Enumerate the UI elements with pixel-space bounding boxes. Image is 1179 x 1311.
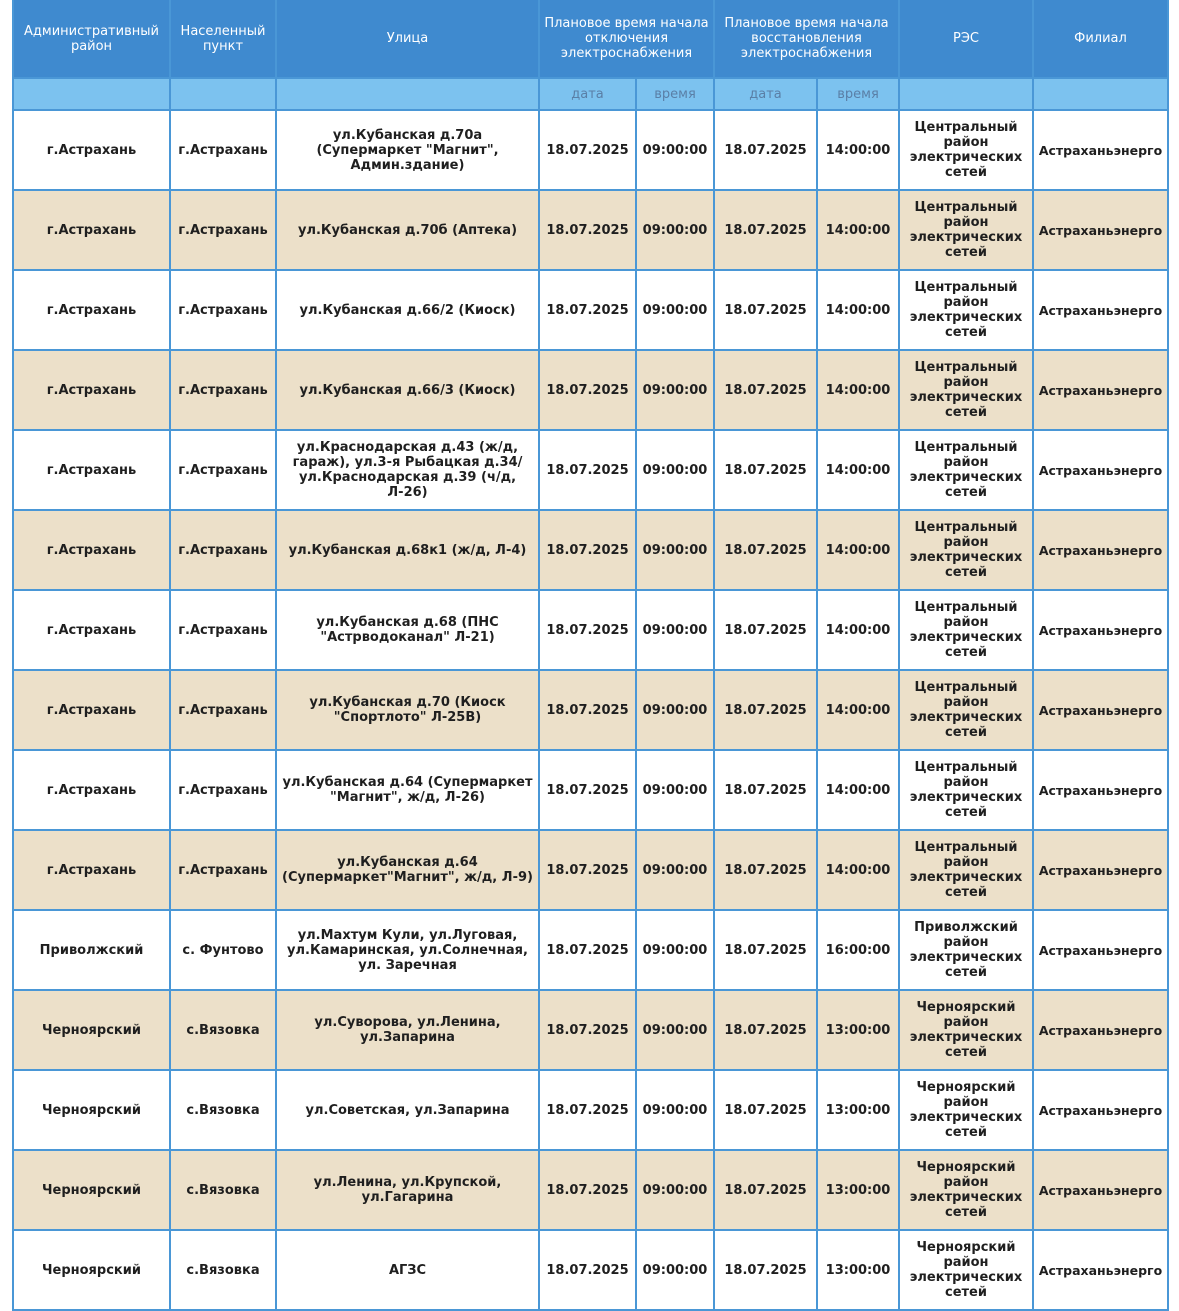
cell-res: Центральный район электрических сетей <box>899 350 1033 430</box>
cell-outage-time: 09:00:00 <box>636 670 714 750</box>
cell-restore-time: 14:00:00 <box>817 190 899 270</box>
table-row <box>13 190 1168 270</box>
cell-settlement: г.Астрахань <box>170 510 276 590</box>
cell-branch: Астраханьэнерго <box>1033 910 1168 990</box>
cell-outage-date: 18.07.2025 <box>539 430 636 510</box>
cell-res: Центральный район электрических сетей <box>899 510 1033 590</box>
cell-branch: Астраханьэнерго <box>1033 670 1168 750</box>
outage-table-container <box>12 0 1167 1311</box>
cell-branch: Астраханьэнерго <box>1033 430 1168 510</box>
table-row <box>13 350 1168 430</box>
cell-district: Черноярский <box>13 1070 170 1150</box>
cell-district: г.Астрахань <box>13 270 170 350</box>
header-res[interactable]: РЭС <box>899 0 1033 78</box>
cell-branch: Астраханьэнерго <box>1033 1150 1168 1230</box>
cell-restore-time: 13:00:00 <box>817 990 899 1070</box>
cell-restore-time: 13:00:00 <box>817 1150 899 1230</box>
cell-settlement: с.Вязовка <box>170 1070 276 1150</box>
cell-district: г.Астрахань <box>13 110 170 190</box>
cell-restore-time: 14:00:00 <box>817 270 899 350</box>
header-row-sub <box>13 78 1168 110</box>
cell-street: ул.Кубанская д.68 (ПНС "Астрводоканал" Л-21) <box>276 590 539 670</box>
cell-restore-time: 16:00:00 <box>817 910 899 990</box>
cell-outage-time: 09:00:00 <box>636 1070 714 1150</box>
cell-restore-time: 13:00:00 <box>817 1070 899 1150</box>
cell-outage-date: 18.07.2025 <box>539 270 636 350</box>
cell-settlement: с.Вязовка <box>170 1230 276 1310</box>
cell-settlement: г.Астрахань <box>170 430 276 510</box>
cell-outage-time: 09:00:00 <box>636 430 714 510</box>
table-row <box>13 670 1168 750</box>
cell-restore-date: 18.07.2025 <box>714 830 817 910</box>
cell-settlement: г.Астрахань <box>170 670 276 750</box>
cell-res: Черноярский район электрических сетей <box>899 1230 1033 1310</box>
cell-outage-time: 09:00:00 <box>636 590 714 670</box>
table-row <box>13 830 1168 910</box>
header-street[interactable]: Улица <box>276 0 539 78</box>
cell-settlement: г.Астрахань <box>170 270 276 350</box>
cell-restore-date: 18.07.2025 <box>714 910 817 990</box>
cell-restore-time: 14:00:00 <box>817 830 899 910</box>
cell-branch: Астраханьэнерго <box>1033 990 1168 1070</box>
cell-restore-time: 14:00:00 <box>817 110 899 190</box>
cell-outage-time: 09:00:00 <box>636 1230 714 1310</box>
cell-outage-time: 09:00:00 <box>636 910 714 990</box>
cell-branch: Астраханьэнерго <box>1033 350 1168 430</box>
table-row <box>13 990 1168 1070</box>
outage-table <box>12 0 1169 1311</box>
table-row <box>13 510 1168 590</box>
cell-outage-time: 09:00:00 <box>636 190 714 270</box>
cell-restore-time: 14:00:00 <box>817 590 899 670</box>
cell-outage-date: 18.07.2025 <box>539 1070 636 1150</box>
cell-branch: Астраханьэнерго <box>1033 270 1168 350</box>
cell-street: ул.Кубанская д.66/3 (Киоск) <box>276 350 539 430</box>
table-header <box>13 0 1168 110</box>
cell-outage-time: 09:00:00 <box>636 510 714 590</box>
cell-district: г.Астрахань <box>13 670 170 750</box>
cell-street: ул.Суворова, ул.Ленина, ул.Запарина <box>276 990 539 1070</box>
cell-outage-date: 18.07.2025 <box>539 590 636 670</box>
cell-branch: Астраханьэнерго <box>1033 1070 1168 1150</box>
cell-restore-date: 18.07.2025 <box>714 110 817 190</box>
header-outage-start[interactable]: Плановое время начала отключения электроснабжения <box>539 0 714 78</box>
cell-res: Центральный район электрических сетей <box>899 430 1033 510</box>
header-district[interactable]: Административный район <box>13 0 170 78</box>
table-row <box>13 1150 1168 1230</box>
cell-district: г.Астрахань <box>13 190 170 270</box>
cell-res: Центральный район электрических сетей <box>899 830 1033 910</box>
cell-district: Приволжский <box>13 910 170 990</box>
cell-street: ул.Кубанская д.70 (Киоск "Спортлото" Л-25В) <box>276 670 539 750</box>
cell-res: Центральный район электрических сетей <box>899 110 1033 190</box>
cell-restore-time: 14:00:00 <box>817 510 899 590</box>
cell-street: ул.Кубанская д.68к1 (ж/д, Л-4) <box>276 510 539 590</box>
cell-outage-time: 09:00:00 <box>636 750 714 830</box>
cell-street: ул.Советская, ул.Запарина <box>276 1070 539 1150</box>
cell-res: Центральный район электрических сетей <box>899 670 1033 750</box>
cell-outage-date: 18.07.2025 <box>539 910 636 990</box>
subheader-empty <box>899 78 1033 110</box>
cell-restore-date: 18.07.2025 <box>714 990 817 1070</box>
header-branch[interactable]: Филиал <box>1033 0 1168 78</box>
subheader-outage-date[interactable]: дата <box>539 78 636 110</box>
cell-restore-date: 18.07.2025 <box>714 270 817 350</box>
cell-branch: Астраханьэнерго <box>1033 1230 1168 1310</box>
cell-street: ул.Ленина, ул.Крупской, ул.Гагарина <box>276 1150 539 1230</box>
table-row <box>13 1070 1168 1150</box>
cell-outage-time: 09:00:00 <box>636 350 714 430</box>
cell-res: Черноярский район электрических сетей <box>899 1150 1033 1230</box>
cell-outage-date: 18.07.2025 <box>539 670 636 750</box>
cell-outage-date: 18.07.2025 <box>539 1150 636 1230</box>
cell-restore-time: 14:00:00 <box>817 750 899 830</box>
cell-settlement: г.Астрахань <box>170 110 276 190</box>
cell-outage-time: 09:00:00 <box>636 270 714 350</box>
cell-settlement: г.Астрахань <box>170 590 276 670</box>
cell-branch: Астраханьэнерго <box>1033 190 1168 270</box>
cell-street: ул.Махтум Кули, ул.Луговая, ул.Камаринская, ул.Солнечная, ул. Заречная <box>276 910 539 990</box>
cell-branch: Астраханьэнерго <box>1033 830 1168 910</box>
cell-outage-time: 09:00:00 <box>636 990 714 1070</box>
cell-restore-time: 14:00:00 <box>817 670 899 750</box>
table-body <box>13 110 1168 1310</box>
cell-restore-date: 18.07.2025 <box>714 430 817 510</box>
cell-street: ул.Кубанская д.70а (Супермаркет "Магнит", Админ.здание) <box>276 110 539 190</box>
cell-res: Центральный район электрических сетей <box>899 590 1033 670</box>
table-row <box>13 110 1168 190</box>
subheader-outage-time[interactable]: время <box>636 78 714 110</box>
cell-street: ул.Кубанская д.70б (Аптека) <box>276 190 539 270</box>
cell-settlement: с. Фунтово <box>170 910 276 990</box>
table-row <box>13 430 1168 510</box>
cell-settlement: г.Астрахань <box>170 350 276 430</box>
header-restore-start[interactable]: Плановое время начала восстановления электроснабжения <box>714 0 899 78</box>
cell-outage-date: 18.07.2025 <box>539 990 636 1070</box>
subheader-restore-time[interactable]: время <box>817 78 899 110</box>
cell-outage-date: 18.07.2025 <box>539 510 636 590</box>
cell-restore-date: 18.07.2025 <box>714 670 817 750</box>
cell-district: Черноярский <box>13 990 170 1070</box>
table-row <box>13 910 1168 990</box>
cell-street: ул.Кубанская д.66/2 (Киоск) <box>276 270 539 350</box>
cell-outage-date: 18.07.2025 <box>539 110 636 190</box>
cell-settlement: г.Астрахань <box>170 190 276 270</box>
table-row <box>13 1230 1168 1310</box>
cell-res: Приволжский район электрических сетей <box>899 910 1033 990</box>
cell-branch: Астраханьэнерго <box>1033 590 1168 670</box>
cell-branch: Астраханьэнерго <box>1033 110 1168 190</box>
cell-restore-date: 18.07.2025 <box>714 1070 817 1150</box>
cell-outage-date: 18.07.2025 <box>539 350 636 430</box>
cell-outage-date: 18.07.2025 <box>539 190 636 270</box>
cell-res: Центральный район электрических сетей <box>899 750 1033 830</box>
table-row <box>13 270 1168 350</box>
cell-outage-time: 09:00:00 <box>636 110 714 190</box>
cell-district: г.Астрахань <box>13 750 170 830</box>
cell-district: г.Астрахань <box>13 830 170 910</box>
subheader-empty <box>13 78 170 110</box>
cell-street: ул.Краснодарская д.43 (ж/д, гараж), ул.3-я Рыбацкая д.34/ ул.Краснодарская д.39 (ч/д, Л-26) <box>276 430 539 510</box>
cell-outage-date: 18.07.2025 <box>539 750 636 830</box>
cell-outage-time: 09:00:00 <box>636 1150 714 1230</box>
cell-restore-date: 18.07.2025 <box>714 750 817 830</box>
cell-district: Черноярский <box>13 1230 170 1310</box>
subheader-empty <box>276 78 539 110</box>
cell-res: Черноярский район электрических сетей <box>899 990 1033 1070</box>
cell-settlement: г.Астрахань <box>170 830 276 910</box>
cell-restore-date: 18.07.2025 <box>714 590 817 670</box>
cell-street: ул.Кубанская д.64 (Супермаркет "Магнит", ж/д, Л-26) <box>276 750 539 830</box>
cell-district: г.Астрахань <box>13 590 170 670</box>
cell-res: Центральный район электрических сетей <box>899 190 1033 270</box>
cell-res: Черноярский район электрических сетей <box>899 1070 1033 1150</box>
subheader-empty <box>1033 78 1168 110</box>
cell-outage-time: 09:00:00 <box>636 830 714 910</box>
cell-district: г.Астрахань <box>13 350 170 430</box>
table-row <box>13 590 1168 670</box>
cell-settlement: г.Астрахань <box>170 750 276 830</box>
cell-settlement: с.Вязовка <box>170 1150 276 1230</box>
cell-settlement: с.Вязовка <box>170 990 276 1070</box>
cell-branch: Астраханьэнерго <box>1033 510 1168 590</box>
cell-restore-date: 18.07.2025 <box>714 1230 817 1310</box>
cell-street: АГЗС <box>276 1230 539 1310</box>
cell-restore-time: 14:00:00 <box>817 430 899 510</box>
table-row <box>13 750 1168 830</box>
cell-outage-date: 18.07.2025 <box>539 830 636 910</box>
subheader-restore-date[interactable]: дата <box>714 78 817 110</box>
subheader-empty <box>170 78 276 110</box>
cell-district: Черноярский <box>13 1150 170 1230</box>
cell-restore-date: 18.07.2025 <box>714 1150 817 1230</box>
cell-restore-time: 13:00:00 <box>817 1230 899 1310</box>
cell-district: г.Астрахань <box>13 510 170 590</box>
cell-restore-date: 18.07.2025 <box>714 190 817 270</box>
cell-branch: Астраханьэнерго <box>1033 750 1168 830</box>
cell-res: Центральный район электрических сетей <box>899 270 1033 350</box>
cell-restore-date: 18.07.2025 <box>714 510 817 590</box>
cell-restore-time: 14:00:00 <box>817 350 899 430</box>
cell-restore-date: 18.07.2025 <box>714 350 817 430</box>
header-row-main <box>13 0 1168 78</box>
cell-outage-date: 18.07.2025 <box>539 1230 636 1310</box>
header-settlement[interactable]: Населенный пункт <box>170 0 276 78</box>
cell-street: ул.Кубанская д.64 (Супермаркет"Магнит", ж/д, Л-9) <box>276 830 539 910</box>
cell-district: г.Астрахань <box>13 430 170 510</box>
